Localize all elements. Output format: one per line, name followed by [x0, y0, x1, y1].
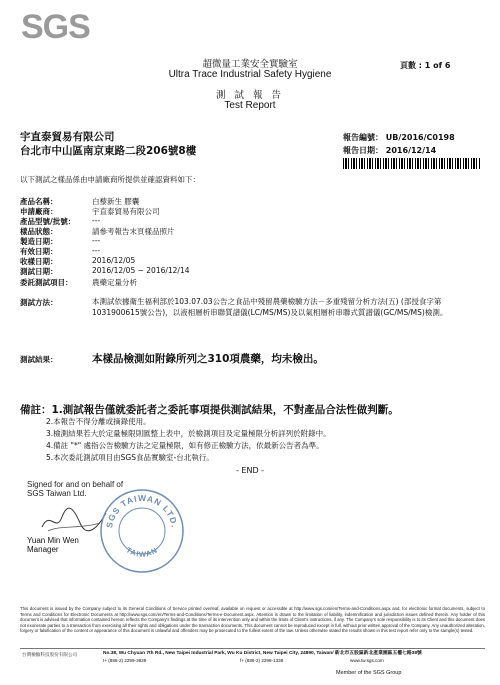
footer-fax: f+ (886-2) 2298-1338 [240, 658, 284, 663]
field-value: --- [92, 246, 101, 255]
svg-text:TAIWAN [125, 545, 160, 558]
method-text: 本測試依據衛生福利部於103.07.03公告之食品中殘留農藥檢驗方法－多重殘留分析方法(五) (部授食字第1031900615號公告)，以液相層析串聯質譜儀(LC/MS/MS)及以氣相層析串聯式質譜儀(GC/MS/MS)檢測。 [92, 297, 448, 317]
report-number-value: UB/2016/C0198 [385, 133, 455, 142]
member-of-group: Member of the SGS Group [336, 670, 402, 676]
field-label: 申請廠商： [20, 207, 58, 216]
field-value: 請參考報告末頁樣品照片 [92, 227, 175, 236]
client-address: 台北市中山區南京東路二段206號8樓 [20, 145, 197, 157]
result-label: 測試結果： [20, 355, 58, 364]
intro-text: 以下測試之樣品係由申請廠商所提供並確認資料如下： [20, 175, 200, 184]
report-number [343, 132, 455, 143]
svg-text:SGS TAIWAN LTD. [104, 493, 180, 529]
note-4: 4.備註 "*" 處指公告檢驗方法之定量極限，如有修正檢驗方法，依最新公告者為準。 [46, 441, 324, 450]
field-value: 2016/12/05 ~ 2016/12/14 [92, 266, 190, 275]
field-value: --- [92, 216, 101, 225]
seal-bottom-text: TAIWAN [124, 545, 160, 559]
field-value: --- [92, 236, 101, 245]
note-3: 3.檢測結果若大於定量極限則匯整上表中，於檢測項目及定量極限分析詳列於附錄中。 [46, 429, 331, 438]
field-value: 農藥定量分析 [92, 278, 137, 287]
sgs-logo: SGS [21, 8, 90, 46]
page-number [400, 60, 450, 71]
footer-company: 台灣檢驗科技股份有限公司 [22, 653, 78, 658]
field-label: 收樣日期： [20, 257, 58, 266]
field-label: 有效日期： [20, 247, 58, 256]
disclaimer: This document is issued by the Company subject to its General Conditions of Service printed overleaf, available on request or accessible at http://www.sgs.com/en/Terms-and-Conditions.aspx and, for electronic format documents, subject to Terms and Conditions for Electronic Documents at http://www.sgs.com/en/Terms-and-Conditions/Terms-e-Document.aspx. Attention is drawn to the limitation of liability, indemnification and jurisdiction issues defined therein. Any holder of this document is advised that information contained hereon reflects the Company's findings at the time of its intervention only and within the limits of Client's instructions, if any. The Company's sole responsibility is to its Client and this document does not exonerate parties to a transaction from exercising all their rights and obligations under the transaction documents. This document cannot be reproduced except in full, without prior written approval of the Company. Any unauthorized alteration, forgery or falsification of the content or appearance of this document is unlawful and offenders may be prosecuted to the fullest extent of the law. Unless otherwise stated the results shown in this test report refer only to the sample(s) tested. [20, 606, 485, 634]
signatory-title: Manager [27, 545, 59, 554]
field-value: 2016/12/05 [92, 256, 136, 265]
note-2: 2.本報告不得分離或摘錄使用。 [46, 417, 151, 426]
footer-website: www.tw.sgs.com [350, 658, 384, 663]
field-label: 測試日期： [20, 267, 58, 276]
report-date [343, 145, 436, 156]
report-number-label: 報告編號： [343, 133, 383, 142]
result-text: 本樣品檢測如附錄所列之310項農藥，均未檢出。 [92, 353, 324, 365]
field-value: 宇直泰貿易有限公司 [92, 207, 160, 216]
field-label: 製造日期： [20, 237, 58, 246]
field-value: 白藜新生 膠囊 [92, 197, 140, 206]
seal-top-text: SGS TAIWAN LTD. [104, 492, 180, 529]
lab-title-zh: 超微量工業安全實驗室 [202, 59, 298, 70]
signed-line-2: SGS Taiwan Ltd. [27, 489, 87, 498]
report-title-zh: 測 試 報 告 [215, 90, 285, 101]
signatory [27, 536, 79, 554]
report-title-en: Test Report [224, 100, 276, 111]
report-barcode [343, 158, 481, 169]
notes-block [20, 404, 490, 464]
signed-line-1: Signed for and on behalf of [27, 480, 124, 489]
report-date-value: 2016/12/14 [385, 146, 437, 155]
end-mark: - END - [235, 466, 265, 475]
field-label: 樣品狀態： [20, 227, 58, 236]
note-1: 備註：1.測試報告僅就委託者之委託事項提供測試結果，不對產品合法性做判斷。 [20, 404, 399, 416]
page-value: : 1 of 6 [418, 61, 451, 70]
field-label: 產品型號/批號： [20, 217, 76, 226]
method-label: 測試方法： [20, 298, 58, 307]
lab-title-en: Ultra Trace Industrial Safety Hygiene [168, 69, 332, 80]
footer-address: No.38, Wu Chyuan 7th Rd., New Taipei Industrial Park, Wu Ku District, New Taipei City, 24890, Taiwan/ 新北市五股區新北產業園區五權七路38號 [103, 651, 422, 656]
field-label: 產品名稱： [20, 197, 58, 206]
field-label: 委託測試項目： [20, 278, 73, 287]
company-seal [98, 487, 186, 575]
note-5: 5.本次委託測試項目由SGS食品實驗室-台北執行。 [46, 453, 214, 462]
page-label: 頁數 [400, 61, 416, 70]
footer-phone: t+ (886-2) 2299-3939 [103, 658, 147, 663]
signatory-name: Yuan Min Wen [27, 536, 79, 545]
report-date-label: 報告日期： [343, 146, 383, 155]
client-name: 宇直泰貿易有限公司 [20, 131, 115, 143]
